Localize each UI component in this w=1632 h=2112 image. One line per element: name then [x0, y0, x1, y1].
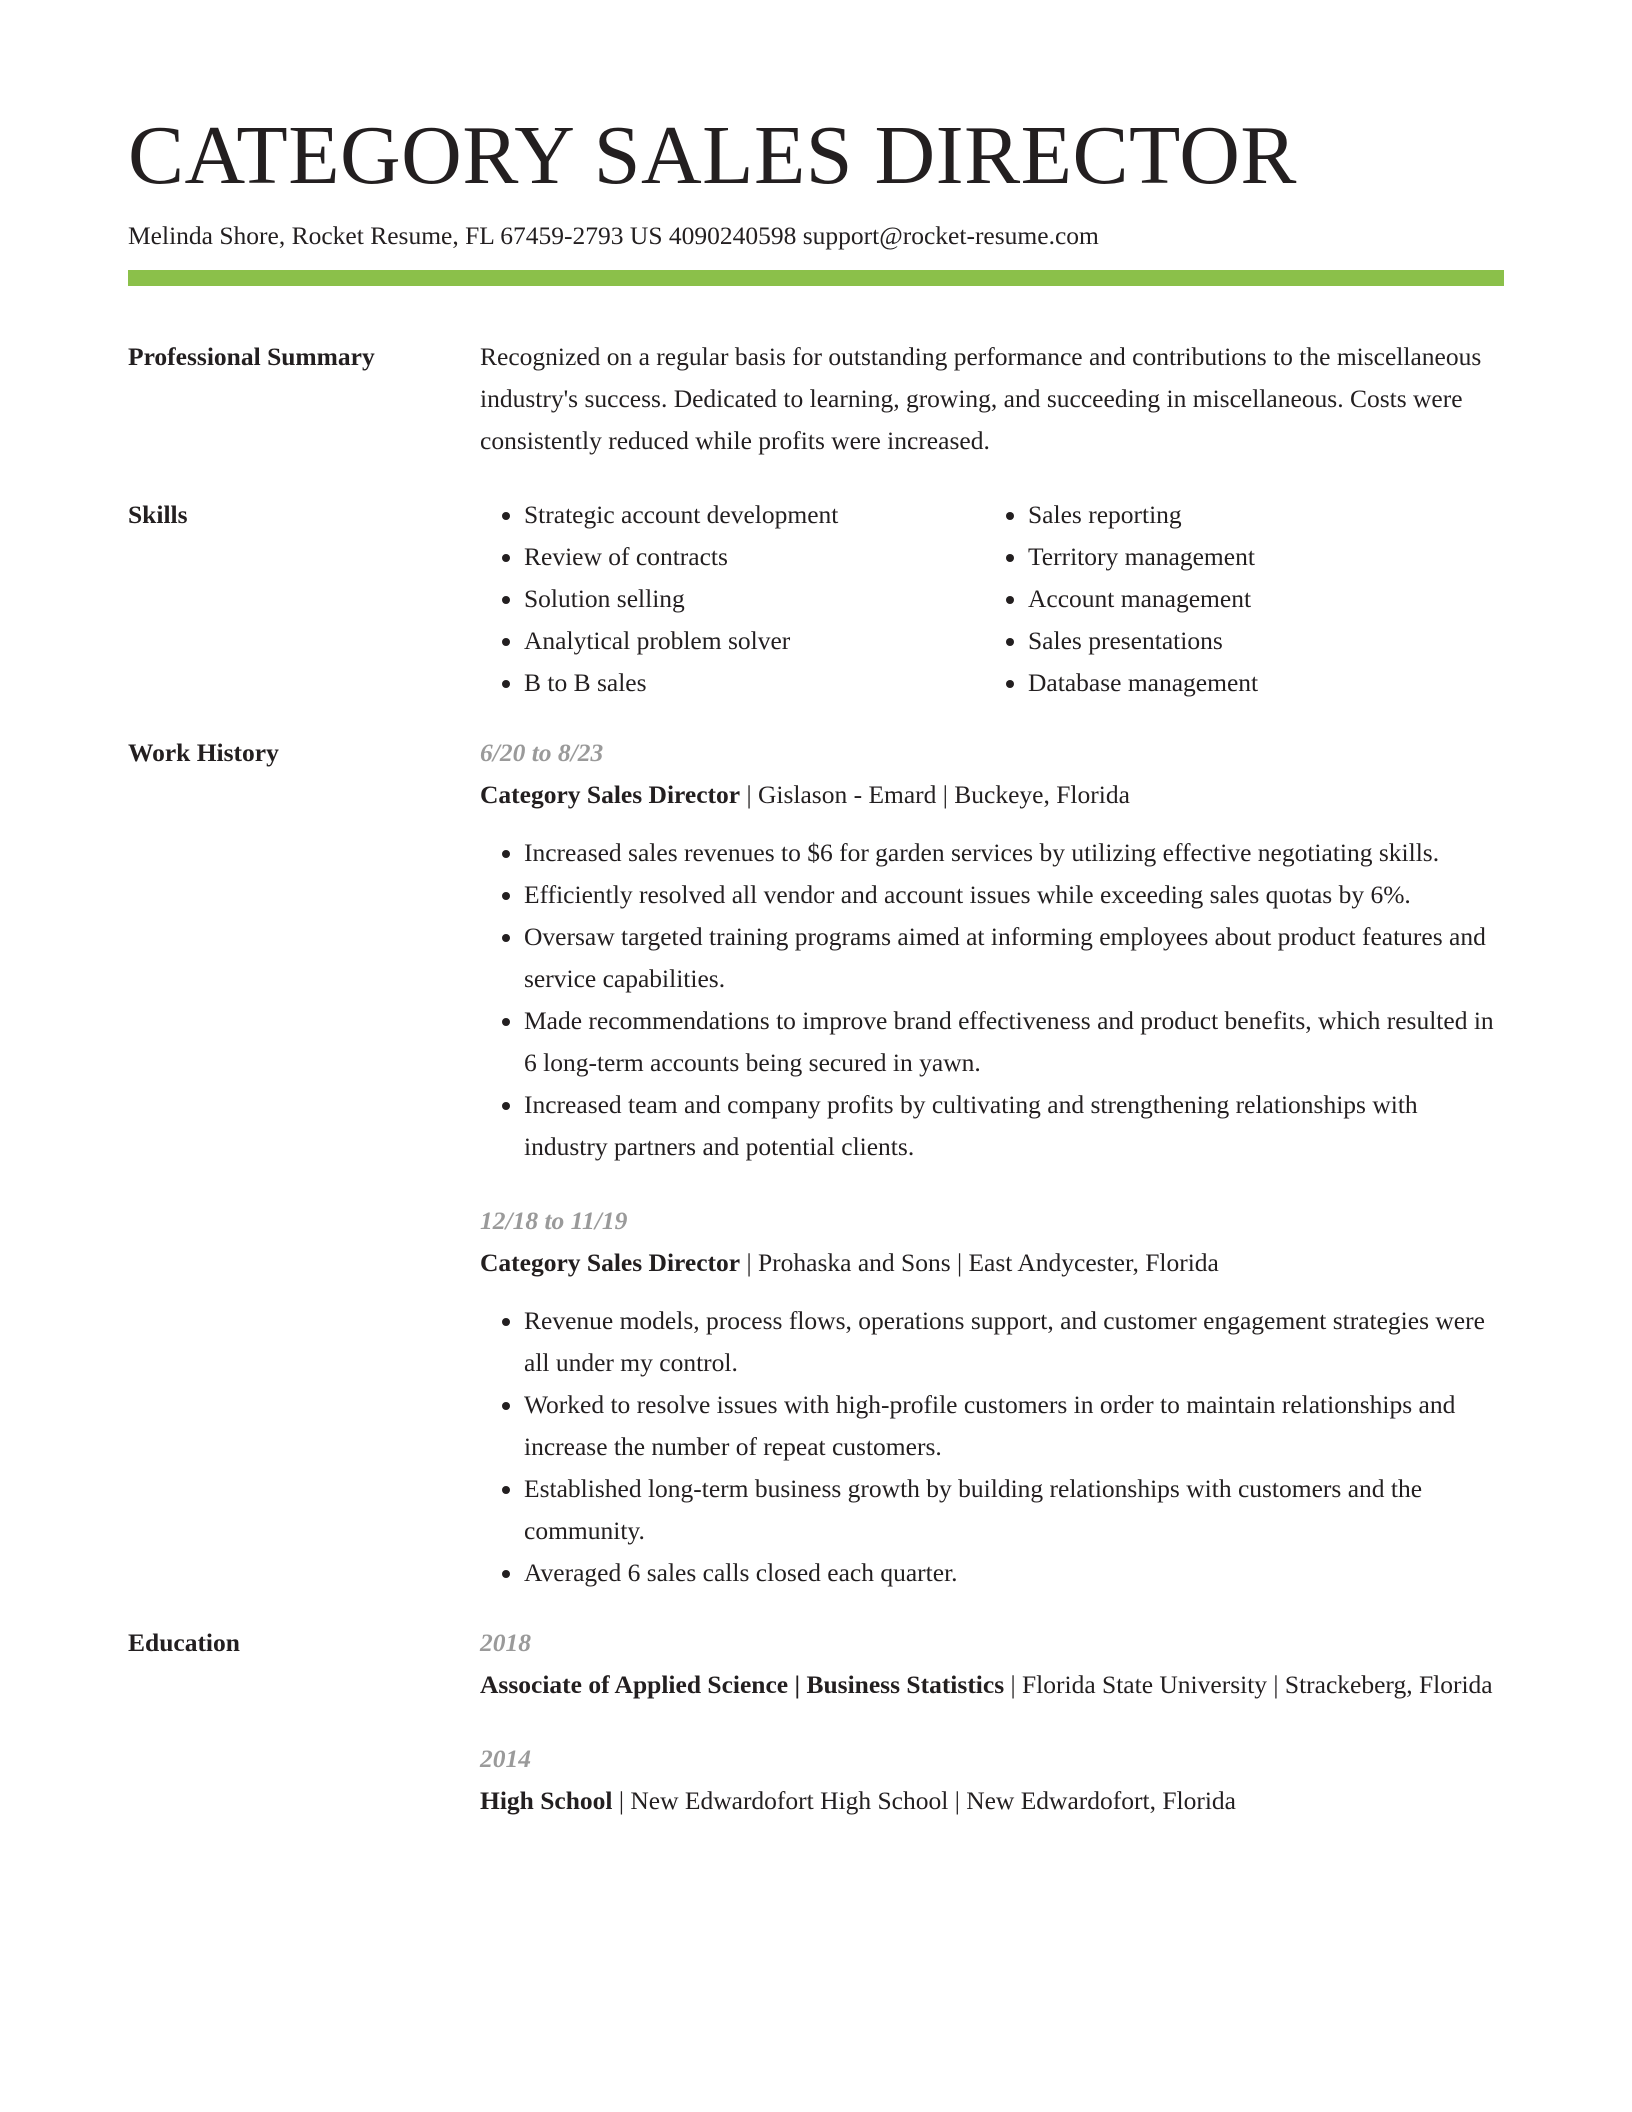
skill-item: • Analytical problem solver — [524, 620, 984, 662]
resume-page — [128, 110, 1504, 1822]
skill-item: • Sales reporting — [1028, 494, 1504, 536]
skills-list-right — [984, 494, 1504, 704]
job-entry — [480, 732, 1504, 1168]
education-degree: High School — [480, 1786, 613, 1816]
page-title: CATEGORY SALES DIRECTOR — [128, 109, 1297, 202]
job-bullet: • Oversaw targeted training programs aimed at informing employees about product features and service capabilities. — [524, 916, 1504, 1000]
job-bullet: • Efficiently resolved all vendor and account issues while exceeding sales quotas by 6%. — [524, 874, 1504, 916]
job-bullet: • Made recommendations to improve brand effectiveness and product benefits, which resulted in 6 long-term accounts being secured in yawn. — [524, 1000, 1504, 1084]
education-entry — [480, 1622, 1504, 1706]
job-bullet: • Revenue models, process flows, operations support, and customer engagement strategies were all under my control. — [524, 1300, 1504, 1384]
skill-item: • B to B sales — [524, 662, 984, 704]
skills-columns — [480, 494, 1504, 704]
job-header — [480, 1242, 1504, 1284]
work-history-heading: Work History — [128, 738, 279, 768]
job-bullet: • Averaged 6 sales calls closed each quarter. — [524, 1552, 1504, 1594]
education-entry — [480, 1738, 1504, 1822]
job-employer-location: | Prohaska and Sons | East Andycester, Florida — [740, 1248, 1219, 1278]
skill-item: • Account management — [1028, 578, 1504, 620]
education-school-location: | New Edwardofort High School | New Edwardofort, Florida — [612, 1786, 1236, 1816]
skill-item: • Strategic account development — [524, 494, 984, 536]
job-dates: 12/18 to 11/19 — [480, 1206, 628, 1236]
education-details — [480, 1664, 1504, 1706]
summary-section — [128, 336, 1504, 462]
skills-section — [128, 494, 1504, 704]
work-history-section — [128, 732, 1504, 1594]
job-bullets — [480, 1300, 1504, 1594]
education-heading: Education — [128, 1628, 240, 1658]
education-section — [128, 1622, 1504, 1822]
education-year: 2018 — [480, 1628, 531, 1658]
skill-item: • Sales presentations — [1028, 620, 1504, 662]
job-bullet: • Increased team and company profits by cultivating and strengthening relationships with industry partners and potential clients. — [524, 1084, 1504, 1168]
job-dates: 6/20 to 8/23 — [480, 738, 604, 768]
accent-divider — [128, 270, 1504, 286]
education-school-location: | Florida State University | Strackeberg, Florida — [1004, 1670, 1493, 1700]
job-bullets — [480, 832, 1504, 1168]
contact-line: Melinda Shore, Rocket Resume, FL 67459-2793 US 4090240598 support@rocket-resume.com — [128, 221, 1099, 251]
education-degree: Associate of Applied Science | Business Statistics — [480, 1670, 1005, 1700]
job-title: Category Sales Director — [480, 1248, 741, 1278]
job-bullet: • Worked to resolve issues with high-profile customers in order to maintain relationships and increase the number of repeat customers. — [524, 1384, 1504, 1468]
education-details — [480, 1780, 1504, 1822]
skill-item: • Database management — [1028, 662, 1504, 704]
job-header — [480, 774, 1504, 816]
skills-heading: Skills — [128, 500, 188, 530]
skills-list-left — [480, 494, 984, 704]
job-entry — [480, 1200, 1504, 1594]
education-year: 2014 — [480, 1744, 531, 1774]
job-bullet: • Increased sales revenues to $6 for garden services by utilizing effective negotiating skills. — [524, 832, 1504, 874]
skill-item: • Territory management — [1028, 536, 1504, 578]
summary-heading: Professional Summary — [128, 342, 375, 372]
job-bullet: • Established long-term business growth by building relationships with customers and the community. — [524, 1468, 1504, 1552]
job-title: Category Sales Director — [480, 780, 741, 810]
job-employer-location: | Gislason - Emard | Buckeye, Florida — [740, 780, 1130, 810]
skill-item: • Review of contracts — [524, 536, 984, 578]
skill-item: • Solution selling — [524, 578, 984, 620]
summary-text: Recognized on a regular basis for outstanding performance and contributions to the miscellaneous industry's success. Dedicated to learning, growing, and succeeding in miscellaneous. Costs were consistently reduced while profits were increased. — [480, 342, 1482, 456]
